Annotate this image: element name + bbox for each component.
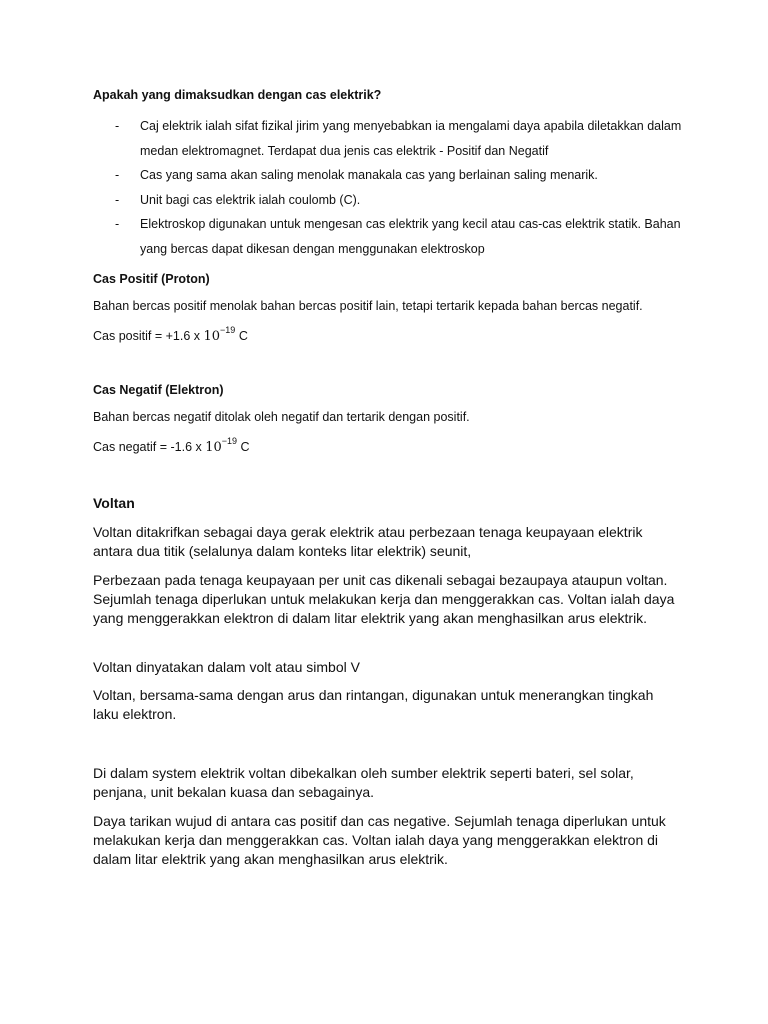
positive-description: Bahan bercas positif menolak bahan bercas positif lain, tetapi tertarik kepada bahan bercas negatif. bbox=[93, 299, 643, 313]
negative-formula bbox=[93, 438, 250, 455]
formula-exponent: −19 bbox=[220, 325, 236, 335]
positive-heading: Cas Positif (Proton) bbox=[93, 272, 210, 286]
voltan-heading: Voltan bbox=[93, 495, 135, 511]
list-item-text: Cas yang sama akan saling menolak manakala cas yang berlainan saling menarik. bbox=[140, 168, 598, 182]
bullet-dash: - bbox=[115, 217, 120, 231]
voltan-paragraph: Voltan ditakrifkan sebagai daya gerak elektrik atau perbezaan tenaga keupayaan elektrik antara dua titik (selalunya dalam konteks litar elektrik) seunit, bbox=[93, 524, 643, 559]
bullet-dash: - bbox=[115, 119, 120, 133]
list-item bbox=[93, 188, 693, 213]
formula-exponent: −19 bbox=[221, 436, 238, 446]
question-heading: Apakah yang dimaksudkan dengan cas elektrik? bbox=[93, 88, 382, 102]
negative-description: Bahan bercas negatif ditolak oleh negatif dan tertarik dengan positif. bbox=[93, 410, 470, 424]
bullet-dash: - bbox=[115, 168, 120, 182]
formula-prefix: Cas positif = +1.6 x bbox=[93, 329, 201, 344]
positive-formula bbox=[93, 327, 248, 344]
list-item-text: Unit bagi cas elektrik ialah coulomb (C). bbox=[140, 192, 361, 207]
list-item bbox=[93, 163, 693, 188]
negative-heading: Cas Negatif (Elektron) bbox=[93, 383, 224, 397]
definition-list bbox=[93, 114, 693, 261]
list-item bbox=[93, 114, 693, 163]
formula-prefix: Cas negatif = -1.6 x bbox=[93, 440, 202, 455]
formula-base: 10 bbox=[203, 329, 221, 345]
bullet-dash: - bbox=[115, 192, 120, 207]
formula-unit: C bbox=[240, 440, 250, 455]
voltan-paragraph: Di dalam system elektrik voltan dibekalkan oleh sumber elektrik seperti bateri, sel solar, penjana, unit bekalan kuasa dan sebagainya. bbox=[93, 765, 634, 800]
formula-base: 10 bbox=[205, 440, 222, 456]
list-item bbox=[93, 212, 693, 261]
voltan-paragraph: Voltan, bersama-sama dengan arus dan rintangan, digunakan untuk menerangkan tingkah laku elektron. bbox=[93, 687, 654, 722]
voltan-paragraph: Daya tarikan wujud di antara cas positif dan cas negative. Sejumlah tenaga diperlukan untuk melakukan kerja dan menggerakkan cas. Voltan ialah daya yang menggerakkan elektron di dalam litar elektrik yang akan menghasilkan arus elektrik. bbox=[93, 813, 666, 867]
voltan-paragraph: Voltan dinyatakan dalam volt atau simbol V bbox=[93, 659, 360, 675]
voltan-paragraph: Perbezaan pada tenaga keupayaan per unit cas dikenali sebagai bezaupaya ataupun voltan. Sejumlah tenaga diperlukan untuk melakukan kerja dan menggerakkan cas. Voltan ialah daya yang menggerakkan elektron di dalam litar elektrik yang akan menghasilkan arus elektrik. bbox=[93, 572, 675, 626]
list-item-text: Caj elektrik ialah sifat fizikal jirim yang menyebabkan ia mengalami daya apabila diletakkan dalam medan elektromagnet. Terdapat dua jenis cas elektrik - Positif dan Negatif bbox=[140, 119, 682, 158]
list-item-text: Elektroskop digunakan untuk mengesan cas elektrik yang kecil atau cas-cas elektrik statik. Bahan yang bercas dapat dikesan dengan menggunakan elektroskop bbox=[140, 217, 681, 256]
formula-unit: C bbox=[238, 329, 248, 344]
